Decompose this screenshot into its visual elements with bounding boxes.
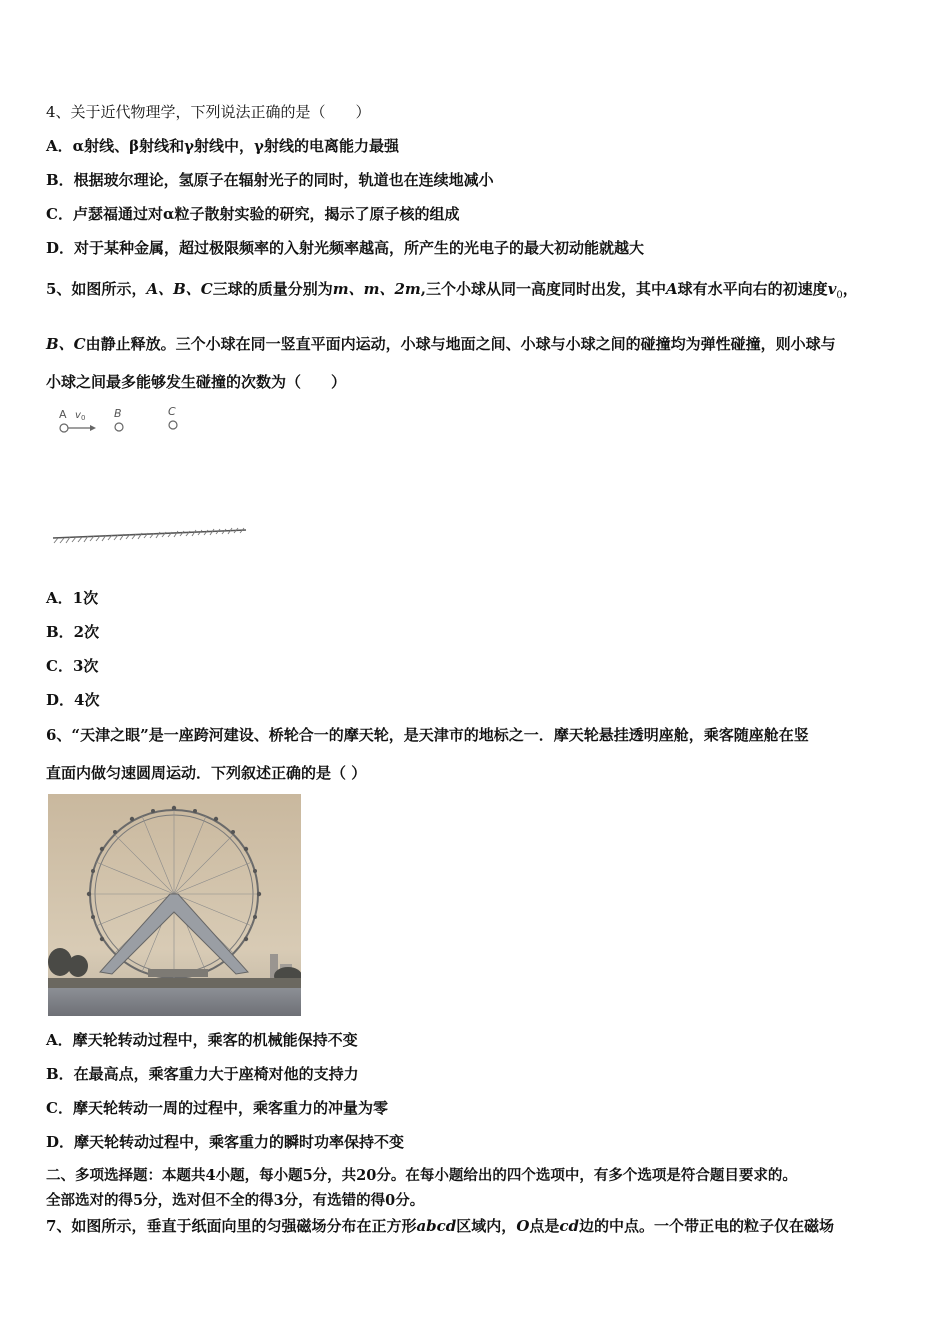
q5-line-3: 小球之间最多能够发生碰撞的次数为（ ） [46, 373, 347, 391]
ground-hatching [54, 528, 244, 543]
q4-option-a: A．α射线、β射线和γ射线中，γ射线的电离能力最强 [46, 137, 399, 155]
velocity-arrow-head [90, 425, 96, 431]
q5-option-b: B．2次 [46, 623, 100, 641]
q5-figure [50, 400, 260, 550]
section2-line-1: 二、多项选择题：本题共4小题，每小题5分，共20分。在每小题给出的四个选项中，有多个选项是符合题目要求的。 [46, 1167, 797, 1184]
ball-c [169, 421, 177, 429]
q6-option-d: D．摩天轮转动过程中，乘客重力的瞬时功率保持不变 [46, 1133, 405, 1151]
ball-a [60, 424, 68, 432]
q5-option-d: D．4次 [46, 691, 100, 709]
q4-option-c: C．卢瑟福通过对α粒子散射实验的研究，揭示了原子核的组成 [46, 205, 460, 223]
q5-option-c: C．3次 [46, 657, 99, 675]
q4-option-d: D．对于某种金属，超过极限频率的入射光频率越高，所产生的光电子的最大初动能就越大 [46, 239, 645, 257]
ball-b [115, 423, 123, 431]
q6-option-c: C．摩天轮转动一周的过程中，乘客重力的冲量为零 [46, 1099, 388, 1117]
v0-symbol: v [827, 280, 837, 298]
bridge-deck [48, 978, 301, 988]
q5-line-2: B、C由静止释放。三个小球在同一竖直平面内运动，小球与地面之间、小球与小球之间的碰撞均为弹性碰撞，则小球与 [46, 335, 836, 353]
river [48, 988, 301, 1016]
q6-option-a: A．摩天轮转动过程中，乘客的机械能保持不变 [46, 1031, 358, 1049]
q5-fig-label-b: B [114, 407, 122, 420]
q5-fig-label-c: C [168, 405, 176, 418]
section2-line-2: 全部选对的得5分，选对但不全的得3分，有选错的得0分。 [46, 1192, 425, 1209]
q4-stem: 4、关于近代物理学，下列说法正确的是（ ） [46, 103, 371, 121]
ground-line [53, 530, 246, 538]
q4-option-b: B．根据玻尔理论，氢原子在辐射光子的同时，轨道也在连续地减小 [46, 171, 494, 189]
q5-fig-label-v-sub: 0 [81, 414, 86, 422]
ferris-wheel-photo [48, 794, 301, 1016]
q5-option-a: A．1次 [46, 589, 99, 607]
q5-line-1: 5、如图所示，A、B、C三球的质量分别为m、m、2m,三个小球从同一高度同时出发，其中A球有水平向右的初速度$v_0$， [46, 280, 858, 301]
q5-fig-label-v: v [75, 410, 81, 421]
q5-fig-label-a: A [59, 408, 67, 421]
q6-option-b: B．在最高点，乘客重力大于座椅对他的支持力 [46, 1065, 359, 1083]
q6-line-1: 6、“天津之眼”是一座跨河建设、桥轮合一的摩天轮，是天津市的地标之一．摩天轮悬挂透明座舱，乘客随座舱在竖 [46, 726, 809, 744]
q6-line-2: 直面内做匀速圆周运动．下列叙述正确的是（ ） [46, 764, 367, 782]
q7-line-1: 7、如图所示，垂直于纸面向里的匀强磁场分布在正方形abcd区域内，O点是cd边的中点。一个带正电的粒子仅在磁场 [46, 1217, 835, 1235]
